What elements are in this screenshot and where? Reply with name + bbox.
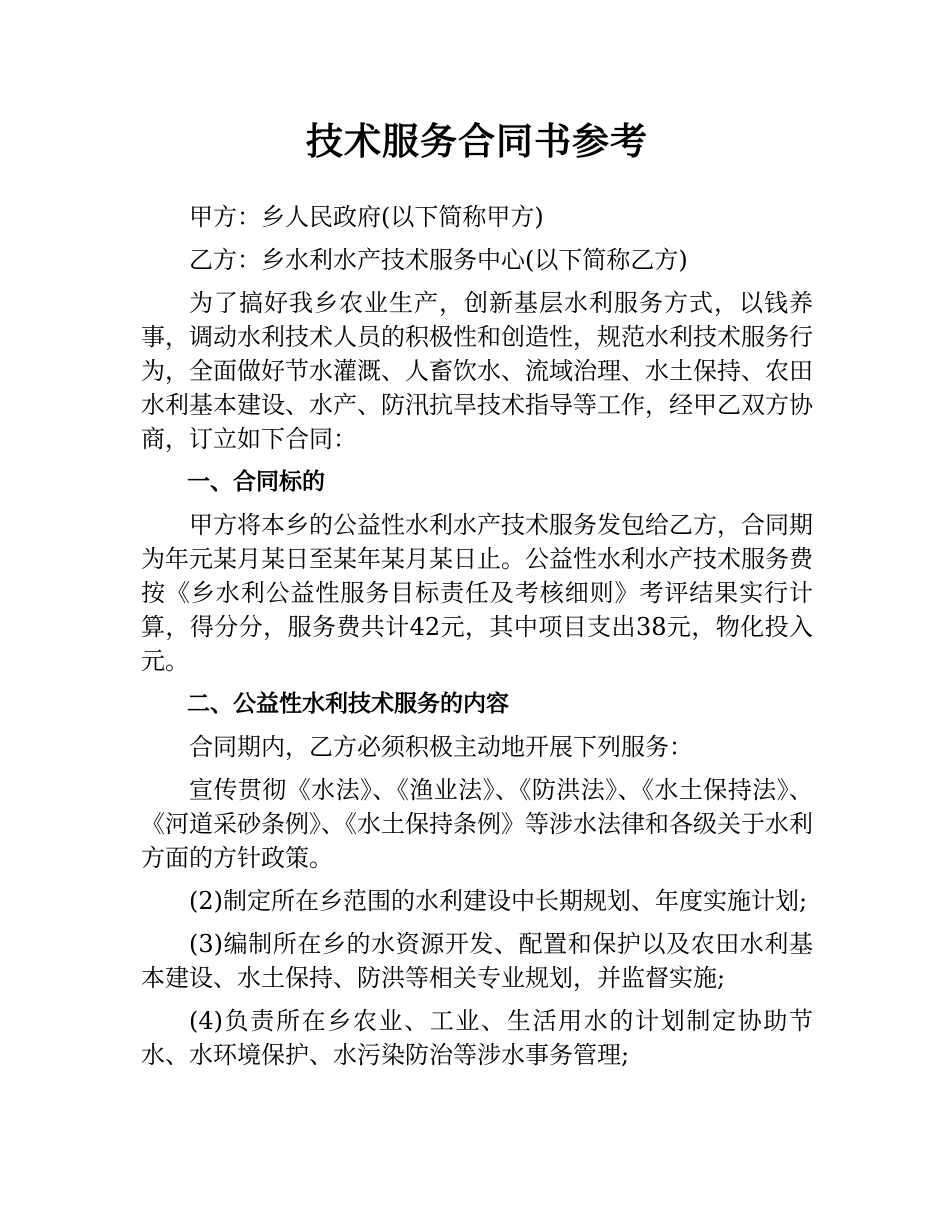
- section-2-heading: 二、公益性水利技术服务的内容: [187, 691, 509, 717]
- party-a-line: 甲方：乡人民政府(以下简称甲方): [189, 203, 544, 231]
- section-2-intro: 合同期内，乙方必须积极主动地开展下列服务：: [189, 733, 693, 761]
- service-item-1: 宣传贯彻《水法》、《渔业法》、《防洪法》、《水土保持法》、《河道采砂条例》、《水土保持条例》等涉水法律和各级关于水利方面的方针政策。: [141, 776, 813, 872]
- service-item-2: (2)制定所在乡范围的水利建设中长期规划、年度实施计划;: [189, 887, 808, 915]
- intro-paragraph: 为了搞好我乡农业生产，创新基层水利服务方式，以钱养事，调动水利技术人员的积极性和创造性，规范水利技术服务行为，全面做好节水灌溉、人畜饮水、流域治理、水土保持、农田水利基本建设、水产、防汛抗旱技术指导等工作，经甲乙双方协商，订立如下合同：: [141, 289, 813, 453]
- document-title: 技术服务合同书参考: [306, 120, 648, 163]
- section-1-body: 甲方将本乡的公益性水利水产技术服务发包给乙方，合同期为年元某月某日至某年某月某日止。公益性水利水产技术服务费按《乡水利公益性服务目标责任及考核细则》考评结果实行计算，得分分，服务费共计42元，其中项目支出38元，物化投入元。: [141, 511, 813, 675]
- party-b-line: 乙方：乡水利水产技术服务中心(以下简称乙方): [189, 246, 688, 274]
- service-item-4: (4)负责所在乡农业、工业、生活用水的计划制定协助节水、水环境保护、水污染防治等涉水事务管理;: [141, 1007, 813, 1069]
- service-item-3: (3)编制所在乡的水资源开发、配置和保护以及农田水利基本建设、水土保持、防洪等相关专业规划，并监督实施;: [141, 930, 813, 992]
- section-1-heading: 一、合同标的: [187, 469, 325, 495]
- document-body: [141, 118, 813, 1081]
